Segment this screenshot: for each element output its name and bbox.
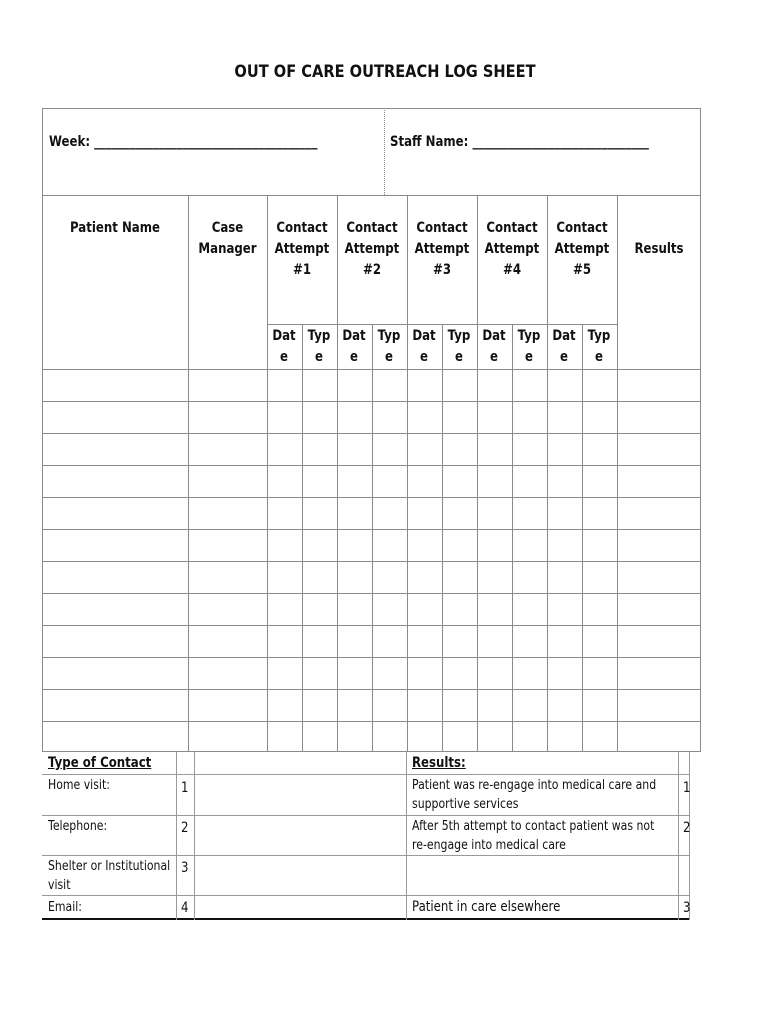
contact-num-3: 3: [181, 860, 189, 876]
result-num-1: 1: [683, 780, 691, 796]
col-attempt-5: Contact Attempt #5: [554, 220, 610, 278]
sub-type-3: Typ e: [447, 328, 471, 365]
log-table: [42, 108, 701, 752]
result-not-reengaged: After 5th attempt to contact patient was not re-engage into medical care: [412, 819, 655, 853]
result-num-3: 3: [683, 900, 691, 916]
contact-shelter: Shelter or Institutional visit: [48, 859, 171, 893]
staff-name-field[interactable]: Staff Name: ______________________________: [390, 134, 649, 150]
col-results: Results: [634, 241, 684, 257]
col-attempt-4: Contact Attempt #4: [484, 220, 540, 278]
sub-date-5: Dat e: [552, 328, 576, 365]
sub-date-2: Dat e: [342, 328, 366, 365]
week-field[interactable]: Week: ______________________________________: [49, 134, 318, 150]
results-heading: Results:: [412, 755, 466, 771]
result-in-care-elsewhere: Patient in care elsewhere: [412, 899, 561, 915]
page-title: OUT OF CARE OUTREACH LOG SHEET: [234, 62, 536, 82]
result-reengaged: Patient was re-engage into medical care and supportive services: [412, 778, 657, 812]
legend-table: [42, 752, 692, 922]
contact-email: Email:: [48, 900, 82, 915]
contact-num-4: 4: [181, 900, 189, 916]
sub-type-5: Typ e: [587, 328, 611, 365]
sub-type-2: Typ e: [377, 328, 401, 365]
contact-num-1: 1: [181, 780, 189, 796]
contact-home-visit: Home visit:: [48, 778, 110, 793]
col-patient-name: Patient Name: [70, 220, 160, 236]
col-attempt-3: Contact Attempt #3: [414, 220, 470, 278]
type-of-contact-heading: Type of Contact: [48, 755, 152, 771]
sub-type-1: Typ e: [307, 328, 331, 365]
col-case-manager: Case Manager: [198, 220, 257, 257]
col-attempt-2: Contact Attempt #2: [344, 220, 400, 278]
contact-telephone: Telephone:: [48, 819, 108, 834]
sub-type-4: Typ e: [517, 328, 541, 365]
result-num-2: 2: [683, 820, 691, 836]
contact-num-2: 2: [181, 820, 189, 836]
sub-date-1: Dat e: [272, 328, 296, 365]
sub-date-3: Dat e: [412, 328, 436, 365]
sub-date-4: Dat e: [482, 328, 506, 365]
col-attempt-1: Contact Attempt #1: [274, 220, 330, 278]
